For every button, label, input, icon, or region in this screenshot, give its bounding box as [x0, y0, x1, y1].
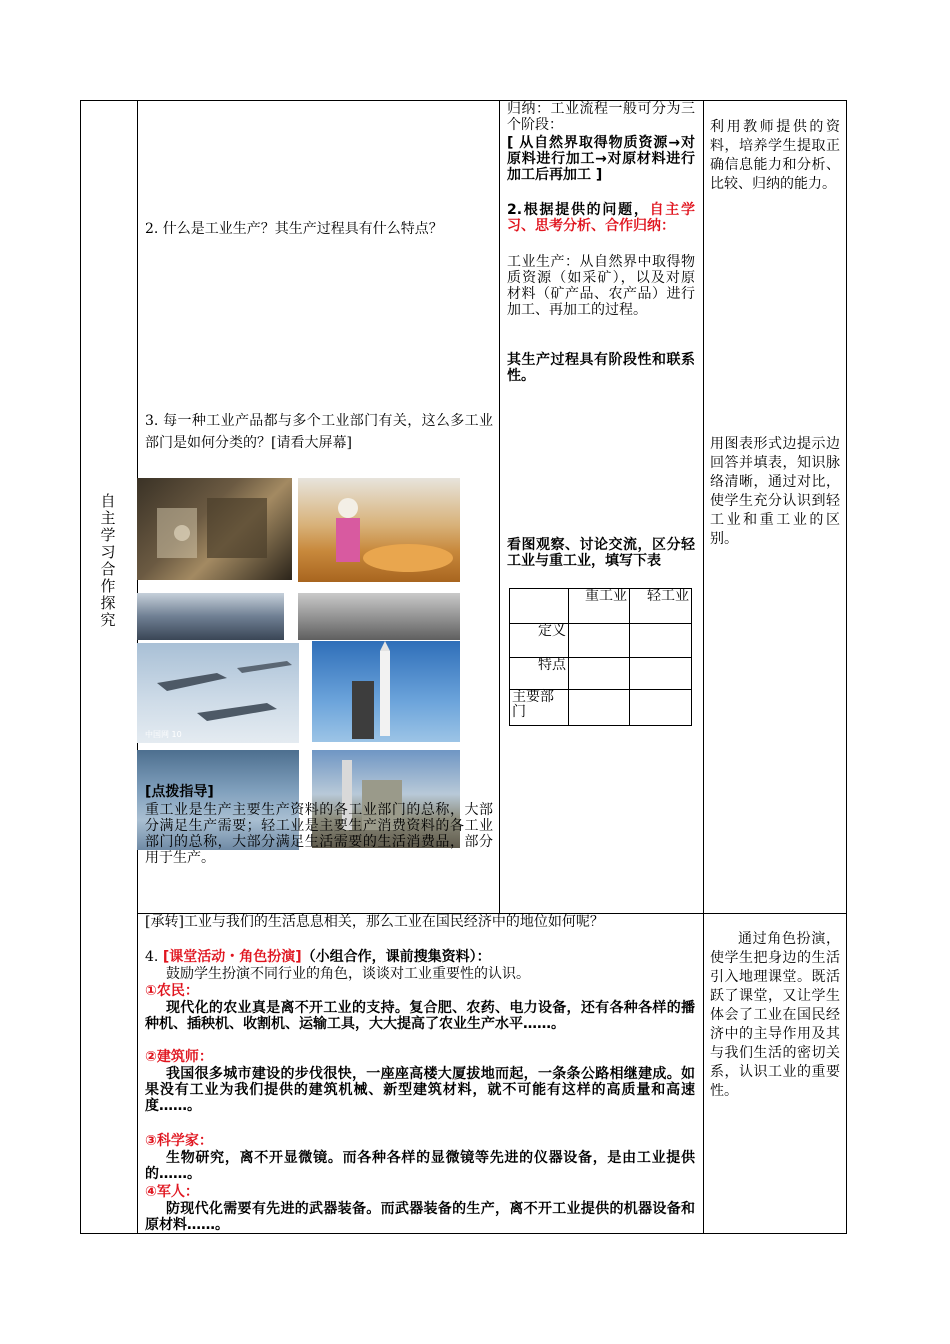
- table-cell-heavy-departments[interactable]: [569, 690, 630, 726]
- intent-3: 通过角色扮演，使学生把身边的生活引入地理课堂。既活跃了课堂，又让学生体会了工业在国民经济中的主导作用及其与我们生活的密切关系，认识工业的重要性。: [710, 931, 840, 1099]
- jet-caption: 中国网 10: [145, 730, 182, 739]
- table-cell-heavy-definition[interactable]: [569, 624, 630, 658]
- transition-text: [承转]工业与我们的生活息息相关，那么工业在国民经济中的地位如何呢？: [145, 914, 604, 930]
- q4-rest: （小组合作，课前搜集资料）：: [301, 949, 491, 965]
- tip-text: 重工业是生产主要生产资料的各工业部门的总称，大部分满足生产需要；轻工业是主要生产消费资料的各工业部门的总称，大部分满足生活需要的生活消费品，部分用于生产。: [145, 802, 493, 866]
- summary-line: 归纳：工业流程一般可分为三个阶段：: [507, 101, 695, 133]
- table-header-light: 轻工业: [630, 589, 692, 624]
- tip-title: [点拨指导]: [145, 784, 214, 800]
- photo-steel-plant: [298, 593, 460, 640]
- rocket-icon: [312, 641, 460, 742]
- table-cell-light-definition[interactable]: [630, 624, 692, 658]
- q2-red-text: 自主学习、思考分析、合作归纳：: [507, 202, 696, 234]
- table-corner-cell: [510, 589, 569, 624]
- summary-stages: [ 从自然界取得物质资源→对原料进行加工→对原材料进行加工后再加工 ]: [507, 135, 695, 183]
- table-row-departments: 主要部门: [510, 690, 569, 726]
- role-intro: 鼓励学生扮演不同行业的角色，谈谈对工业重要性的认识。: [166, 966, 530, 982]
- col-divider-3: [703, 100, 704, 1234]
- fighter-jet-icon: [137, 643, 299, 743]
- photo-bottling-line: [137, 478, 292, 580]
- question-2: 2. 什么是工业生产？其生产过程具有什么特点？: [145, 221, 443, 237]
- role-soldier-text: 防现代化需要有先进的武器装备。而武器装备的生产，离不开工业提供的机器设备和原材料……。: [145, 1201, 695, 1233]
- table-cell-heavy-feature[interactable]: [569, 658, 630, 690]
- question-3: 3. 每一种工业产品都与多个工业部门有关，这么多工业部门是如何分类的？[请看大屏幕]: [145, 413, 493, 451]
- photo-bread-factory: [298, 478, 460, 582]
- intent-1: 利用教师提供的资料，培养学生提取正确信息能力和分析、比较、归纳的能力。: [710, 119, 840, 192]
- role-farmer-text: 现代化的农业真是离不开工业的支持。复合肥、农药、电力设备，还有各种各样的播种机、插秧机、收割机、运输工具，大大提高了农业生产水平……。: [145, 1000, 695, 1032]
- role-farmer-title: ①农民：: [145, 983, 199, 999]
- q2-feature: 其生产过程具有阶段性和联系性。: [507, 352, 695, 384]
- bottling-machinery-icon: [137, 478, 292, 580]
- role-scientist-text: 生物研究，离不开显微镜。而各种各样的显微镜等先进的仪器设备，是由工业提供的……。: [145, 1150, 695, 1182]
- role-scientist-title: ③科学家：: [145, 1133, 213, 1149]
- col-divider-2: [499, 100, 500, 913]
- q2-answer: 工业生产：从自然界中取得物质资源（如采矿），以及对原材料（矿产品、农产品）进行加工、再加工的过程。: [507, 254, 695, 318]
- role-soldier-title: ④军人：: [145, 1184, 199, 1200]
- table-header-heavy: 重工业: [569, 589, 630, 624]
- industry-compare-table: [509, 588, 692, 726]
- photo-fighter-jets: [137, 643, 299, 743]
- table-cell-light-departments[interactable]: [630, 690, 692, 726]
- table-cell-light-feature[interactable]: [630, 658, 692, 690]
- q2-lead: 2.根据提供的问题，: [507, 202, 650, 218]
- photo-rocket-launch: [312, 641, 460, 742]
- bakery-worker-icon: [298, 478, 460, 582]
- photo-textile-workshop: [137, 593, 284, 640]
- q4-line: [145, 949, 695, 965]
- intent-2: 用图表形式边提示边回答并填表，知识脉络清晰，通过对比，使学生充分认识到轻工业和重工业的区别。: [710, 436, 840, 547]
- role-architect-title: ②建筑师：: [145, 1049, 213, 1065]
- table-intro: 看图观察、讨论交流，区分轻工业与重工业，填写下表: [507, 537, 695, 569]
- q4-number: 4.: [145, 949, 159, 965]
- section-label: 自主学习合作探究: [100, 492, 116, 629]
- table-row-definition: 定义: [510, 624, 569, 658]
- q4-activity-title: [课堂活动・角色扮演]: [162, 949, 302, 965]
- table-row-feature: 特点: [510, 658, 569, 690]
- q2-instruction: [507, 202, 695, 234]
- role-architect-text: 我国很多城市建设的步伐很快，一座座高楼大厦拔地而起，一条条公路相继建成。如果没有工业为我们提供的建筑机械、新型建筑材料，就不可能有这样的高质量和高速度……。: [145, 1066, 695, 1114]
